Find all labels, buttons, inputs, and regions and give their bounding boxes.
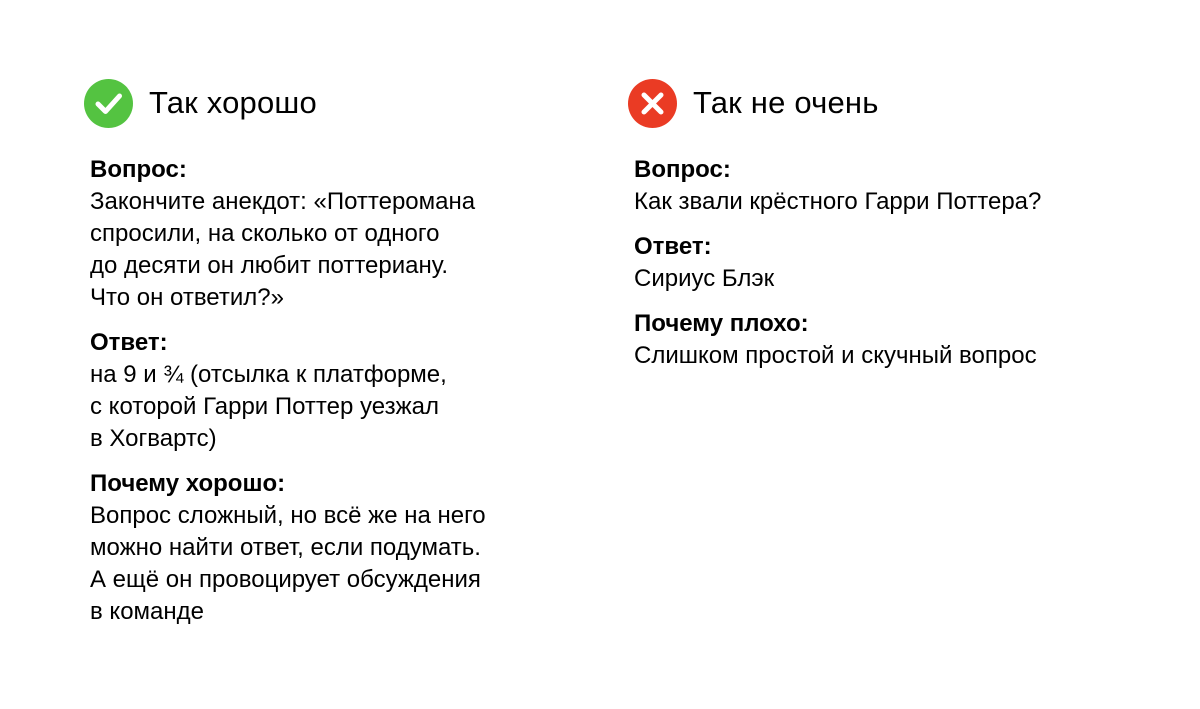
cross-icon [628, 79, 677, 128]
bad-example-column [628, 78, 1148, 385]
good-answer-text [90, 359, 584, 455]
good-example-title: Так хорошо [149, 85, 317, 120]
good-question-label: Вопрос: [90, 156, 187, 183]
check-icon [84, 79, 133, 128]
bad-example-content [628, 154, 1148, 372]
good-why-line: в команде [90, 598, 204, 625]
bad-example-heading [628, 78, 1148, 128]
good-why-text [90, 500, 584, 628]
bad-answer-section [634, 231, 1148, 295]
good-why-line: Вопрос сложный, но всё же на него [90, 502, 486, 529]
good-answer-section [90, 327, 584, 455]
good-why-line: можно найти ответ, если подумать. [90, 534, 481, 561]
good-question-line: спросили, на сколько от одного [90, 220, 440, 247]
bad-answer-label: Ответ: [634, 233, 712, 260]
good-why-section [90, 468, 584, 628]
good-question-line: Закончите анекдот: «Поттеромана [90, 188, 476, 215]
good-why-line: А ещё он провоцирует обсуждения [90, 566, 481, 593]
good-why-label: Почему хорошо: [90, 470, 286, 497]
bad-why-line: Слишком простой и скучный вопрос [634, 342, 1037, 369]
good-answer-line: в Хогвартс) [90, 425, 217, 452]
good-answer-line: с которой Гарри Поттер уезжал [90, 393, 439, 420]
good-answer-label: Ответ: [90, 329, 168, 356]
good-question-text [90, 186, 584, 314]
good-example-heading [84, 78, 584, 128]
bad-question-text [634, 186, 1148, 218]
bad-answer-text [634, 263, 1148, 295]
bad-question-line: Как звали крёстного Гарри Поттера? [634, 188, 1042, 215]
bad-question-section [634, 154, 1148, 218]
good-question-section [90, 154, 584, 314]
good-question-line: Что он ответил?» [90, 284, 284, 311]
good-answer-line: на 9 и ¾ (отсылка к платформе, [90, 361, 447, 388]
good-example-content [84, 154, 584, 628]
bad-why-section [634, 308, 1148, 372]
bad-question-label: Вопрос: [634, 156, 731, 183]
good-question-line: до десяти он любит поттериану. [90, 252, 449, 279]
good-example-column [84, 78, 584, 641]
bad-why-label: Почему плохо: [634, 310, 809, 337]
bad-why-text [634, 340, 1148, 372]
bad-example-title: Так не очень [693, 85, 879, 120]
bad-answer-line: Сириус Блэк [634, 265, 775, 292]
